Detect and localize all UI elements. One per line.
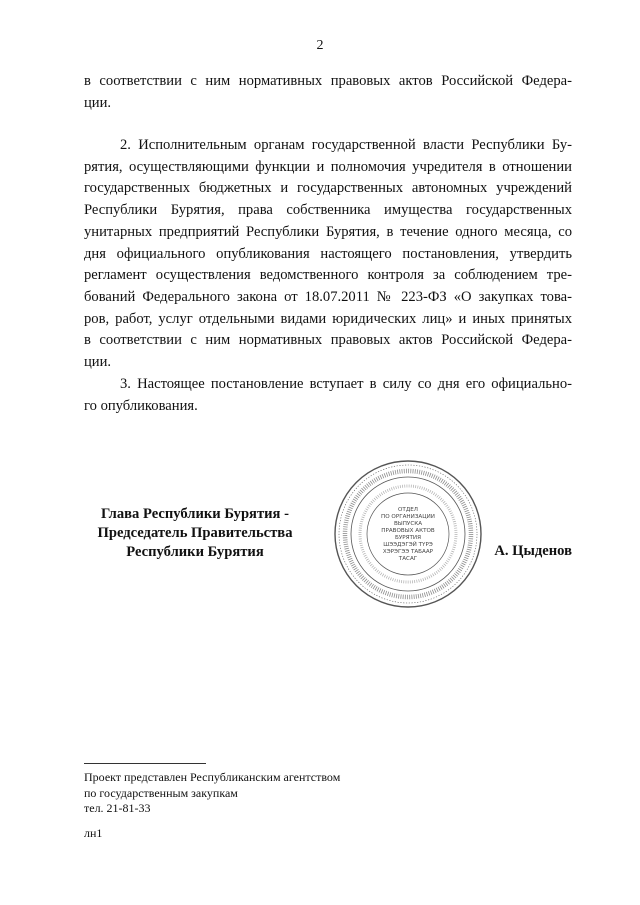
official-seal	[333, 459, 483, 609]
text-line: регламент осуществления ведомственного контроля за соблюдением тре-	[84, 267, 572, 284]
seal-line: ШЭЭДЭГЭЙ ТҮРЭ	[383, 542, 433, 548]
seal-line: ОТДЕЛ	[398, 507, 418, 513]
text-line: в соответствии с ним нормативных правовых актов Российской Федера-	[84, 73, 572, 89]
text-line: в соответствии с ним нормативных правовых актов Российской Федера-	[84, 332, 572, 349]
seal-line: БУРЯТИЯ	[395, 535, 421, 541]
text-line: ров, работ, услуг отдельными видами юридических лиц» и иных принятых	[84, 310, 572, 327]
seal-line: ВЫПУСКА	[393, 521, 423, 527]
seal-line: ХЭРЭГЭЭ ТАБААР	[382, 549, 434, 555]
footnote-line: Проект представлен Республиканским агентством	[84, 770, 341, 784]
text-line: дня официального опубликования настоящего постановления, утвердить	[84, 245, 572, 262]
footnote-line: по государственным закупкам	[84, 785, 238, 800]
paragraph-item-2	[84, 135, 572, 374]
signatory-title-line: Глава Республики Бурятия -	[101, 506, 289, 522]
text-line: го опубликования.	[84, 397, 198, 414]
text-line: Республики Бурятия, права собственника имущества государственных	[84, 202, 572, 219]
text-line: государственных бюджетных и государственных автономных учреждений	[84, 180, 572, 197]
page-number: 2	[316, 38, 324, 53]
seal-line: ПО ОРГАНИЗАЦИИ	[381, 514, 435, 520]
text-line: ции.	[84, 354, 112, 371]
footnote-divider	[84, 763, 206, 764]
footnote-line: тел. 21-81-33	[84, 801, 151, 815]
signatory-title-line: Республики Бурятия	[126, 544, 264, 560]
signatory-title-line: Председатель Правительства	[97, 525, 293, 541]
text-line: 3. Настоящее постановление вступает в силу со дня его официально-	[120, 376, 572, 392]
text-line: унитарных предприятий Республики Бурятия, в течение одного месяца, со	[84, 223, 572, 240]
footnote	[84, 770, 340, 817]
text-line: рятия, осуществляющими функции и полномочия учредителя в отношении	[84, 158, 572, 175]
paragraph-continuation	[84, 71, 572, 114]
text-line: бований Федерального закона от 18.07.2011 № 223-ФЗ «О закупках това-	[84, 288, 572, 305]
seal-line: ТАСАГ	[398, 556, 418, 562]
registry-mark: лн1	[84, 826, 103, 840]
seal-line: ПРАВОВЫХ АКТОВ	[381, 528, 435, 534]
paragraph-item-3	[84, 374, 572, 417]
signatory-name: А. Цыденов	[494, 543, 572, 559]
text-line: ции.	[84, 94, 112, 111]
signatory-title	[70, 505, 320, 562]
text-line: 2. Исполнительным органам государственной власти Республики Бу-	[120, 137, 572, 153]
